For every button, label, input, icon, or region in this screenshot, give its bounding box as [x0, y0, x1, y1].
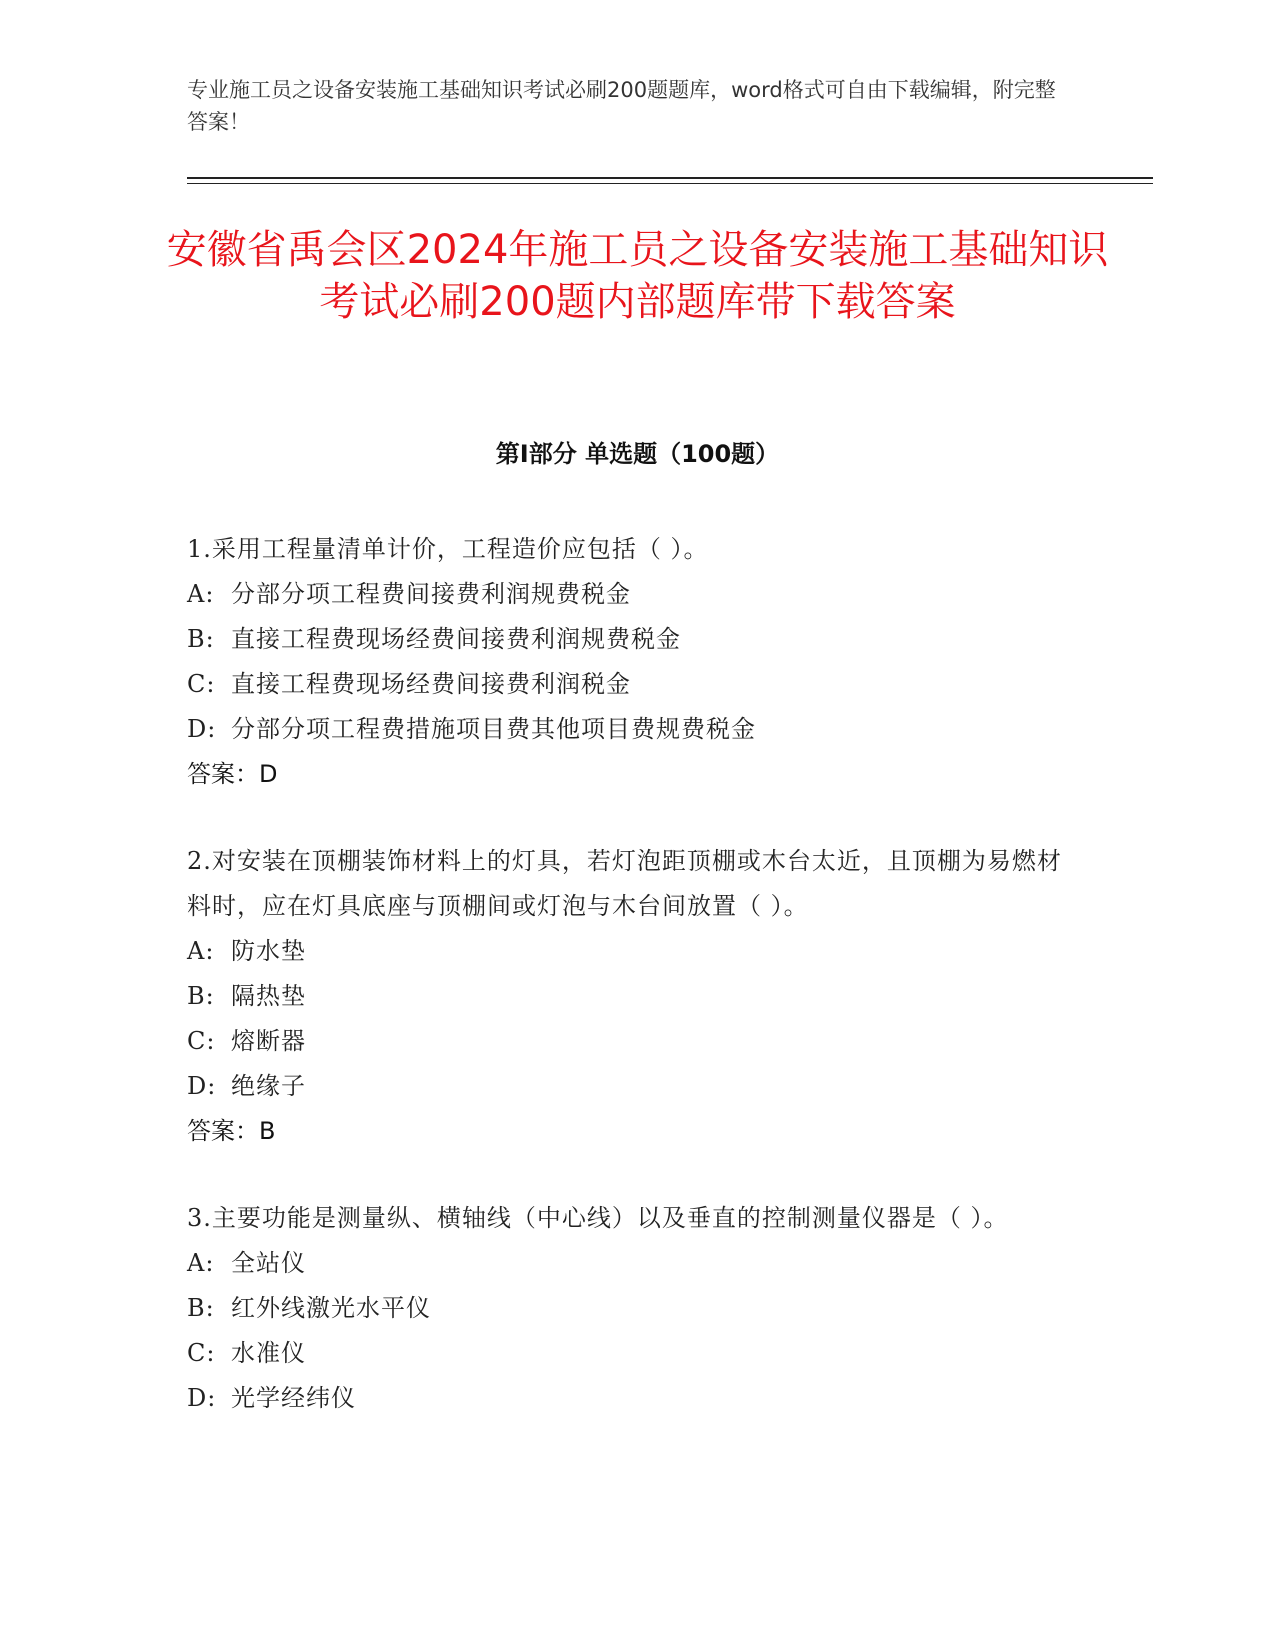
document-title: 安徽省禹会区2024年施工员之设备安装施工基础知识考试必刷200题内部题库带下载答案 [166, 227, 1109, 325]
option-text: 防水垫 [231, 937, 306, 965]
question-option [187, 1019, 1067, 1064]
option-text: 分部分项工程费措施项目费其他项目费规费税金 [231, 715, 756, 743]
question-spacer [187, 797, 1067, 839]
question-option [187, 662, 1067, 707]
question-stem: 2.对安装在顶棚装饰材料上的灯具，若灯泡距顶棚或木台太近，且顶棚为易燃材料时，应在灯具底座与顶棚间或灯泡与木台间放置（ ）。 [187, 847, 1062, 920]
option-text: 分部分项工程费间接费利润规费税金 [231, 580, 631, 608]
question-option [187, 572, 1067, 617]
option-text: 红外线激光水平仪 [231, 1294, 431, 1322]
question-item [187, 527, 1067, 797]
option-key: A: [187, 1249, 215, 1277]
header-rule-thick [187, 177, 1153, 179]
question-option [187, 617, 1067, 662]
question-stem: 3.主要功能是测量纵、横轴线（中心线）以及垂直的控制测量仪器是（ ）。 [187, 1204, 1009, 1232]
question-option [187, 929, 1067, 974]
option-text: 全站仪 [231, 1249, 306, 1277]
option-key: B: [187, 625, 215, 653]
question-option [187, 974, 1067, 1019]
header-rule-thin [187, 183, 1153, 184]
question-answer: 答案：B [187, 1117, 276, 1145]
question-option [187, 1376, 1067, 1421]
option-key: D: [187, 715, 217, 743]
option-key: C: [187, 1027, 216, 1055]
option-text: 直接工程费现场经费间接费利润规费税金 [231, 625, 681, 653]
option-key: A: [187, 580, 215, 608]
question-spacer [187, 1154, 1067, 1196]
option-key: B: [187, 1294, 215, 1322]
question-item [187, 1196, 1067, 1421]
question-list [187, 527, 1067, 1421]
question-stem: 1.采用工程量清单计价，工程造价应包括（ ）。 [187, 535, 709, 563]
option-key: D: [187, 1072, 217, 1100]
question-item [187, 839, 1067, 1154]
question-answer: 答案：D [187, 760, 278, 788]
question-option [187, 707, 1067, 752]
option-key: C: [187, 670, 216, 698]
option-text: 熔断器 [231, 1027, 306, 1055]
question-option [187, 1241, 1067, 1286]
header-note: 专业施工员之设备安装施工基础知识考试必刷200题题库，word格式可自由下载编辑，附完整答案！ [187, 78, 1056, 134]
option-key: B: [187, 982, 215, 1010]
option-text: 隔热垫 [231, 982, 306, 1010]
option-text: 水准仪 [231, 1339, 306, 1367]
option-text: 光学经纬仪 [231, 1384, 356, 1412]
option-text: 绝缘子 [231, 1072, 306, 1100]
question-option [187, 1064, 1067, 1109]
option-key: A: [187, 937, 215, 965]
question-option [187, 1331, 1067, 1376]
option-key: D: [187, 1384, 217, 1412]
section-title: 第I部分 单选题（100题） [495, 440, 780, 468]
question-option [187, 1286, 1067, 1331]
option-text: 直接工程费现场经费间接费利润税金 [231, 670, 631, 698]
option-key: C: [187, 1339, 216, 1367]
